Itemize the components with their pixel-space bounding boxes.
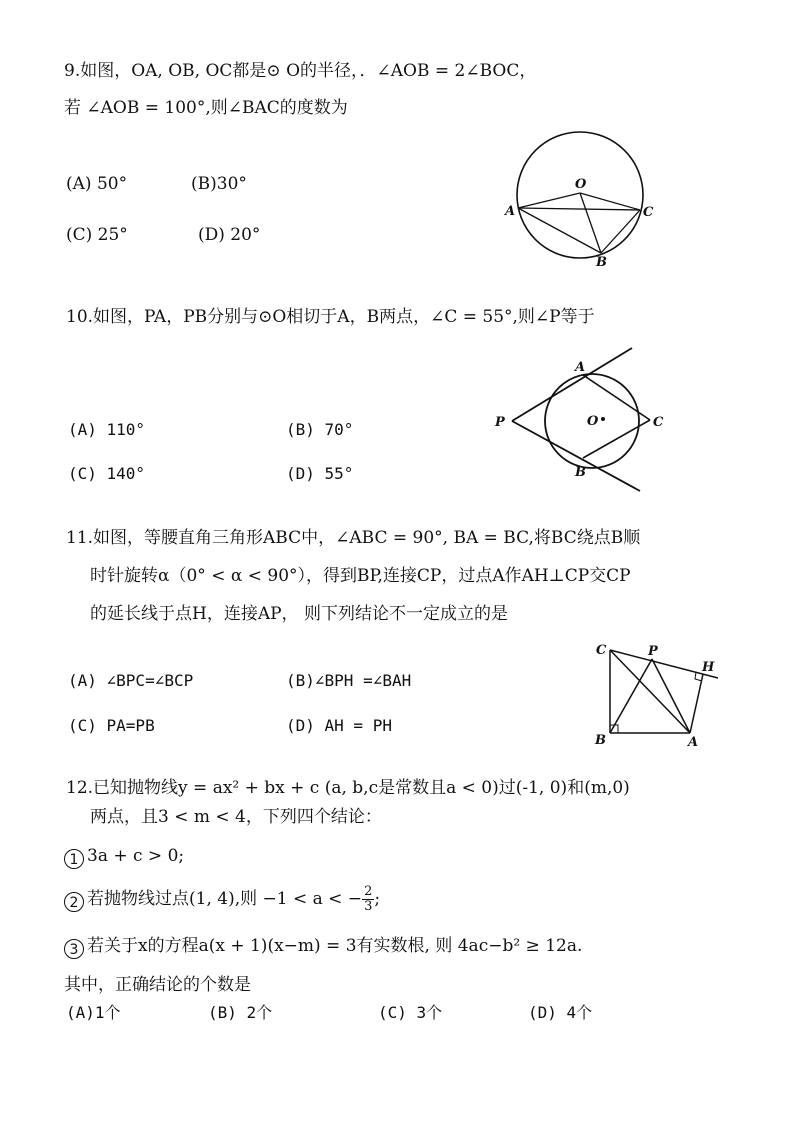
q10-label-b: B: [575, 465, 586, 480]
q12-summary-line: 其中，正确结论的个数是: [64, 975, 251, 995]
q10-label-o: O: [587, 414, 599, 429]
q9-label-o: O: [575, 177, 587, 192]
q12-option-b: (B) 2个: [208, 1003, 273, 1022]
q10-label-p: P: [495, 415, 505, 430]
q11-stem-line1: 11.如图，等腰直角三角形ABC中，∠ABC = 90°, BA = BC,将BC绕点B顺: [66, 528, 641, 548]
q12-option-a: (A)1个: [66, 1003, 121, 1022]
fraction-two-thirds: $\frac{2}{3}$: [364, 884, 373, 914]
q9-option-b: (B)30°: [191, 174, 247, 194]
q9-label-b: B: [596, 255, 607, 270]
q11-option-b: (B)∠BPH =∠BAH: [286, 671, 412, 690]
q10-tangent-figure: [485, 340, 664, 500]
q12-stem-line2: 两点，且3 < m < 4，下列四个结论：: [90, 807, 382, 827]
circled-number-2: 2: [64, 892, 84, 912]
q12-option-d: (D) 4个: [528, 1003, 593, 1022]
q10-option-b: (B) 70°: [286, 420, 354, 439]
q11-label-p: P: [648, 644, 658, 659]
q12-option-c: (C) 3个: [378, 1003, 443, 1022]
q10-label-a: A: [575, 360, 586, 375]
q10-option-d: (D) 55°: [286, 464, 354, 483]
q12-conclusion-1: 1 3a + c > 0;: [64, 845, 184, 869]
q11-label-c: C: [596, 643, 607, 658]
circled-number-1: 1: [64, 849, 84, 869]
q11-stem-line2: 时针旋转α（0° < α < 90°），得到BP,连接CP，过点A作AH⊥CP交CP: [90, 566, 631, 586]
q9-stem-line1: 9.如图，OA, OB, OC都是⊙ O的半径，．∠AOB = 2∠BOC，: [64, 61, 537, 81]
circled-number-3: 3: [64, 939, 84, 959]
q9-circle-figure: [500, 125, 660, 275]
q12-conclusion-3: 3 若关于x的方程a(x + 1)(x−m) = 3有实数根, 则 4ac−b² ≥ 12a.: [64, 935, 582, 959]
q12-conclusion-2: 2 若抛物线过点(1, 4),则 −1 < a < − $\frac{2}{3}$ ;: [64, 882, 380, 916]
q11-stem-line3: 的延长线于点H，连接AP， 则下列结论不一定成立的是: [90, 604, 508, 624]
q11-option-c: (C) PA=PB: [68, 716, 155, 735]
q12-stem-line1: 12.已知抛物线y = ax² + bx + c (a, b,c是常数且a < 0)过(-1, 0)和(m,0): [66, 778, 630, 798]
q10-option-a: (A) 110°: [68, 420, 146, 439]
q11-label-a: A: [688, 735, 699, 750]
q9-circle: [517, 132, 643, 258]
q9-option-a: (A) 50°: [66, 174, 128, 194]
q9-stem-line2: 若 ∠AOB = 100°,则∠BAC的度数为: [64, 98, 348, 118]
q9-option-c: (C) 25°: [66, 225, 128, 245]
q10-option-c: (C) 140°: [68, 464, 146, 483]
q9-label-a: A: [505, 204, 516, 219]
q10-stem: 10.如图，PA，PB分别与⊙O相切于A，B两点，∠C = 55°,则∠P等于: [66, 307, 595, 327]
q10-label-c: C: [653, 415, 664, 430]
q11-triangle-figure: [590, 640, 730, 750]
q11-label-h: H: [702, 660, 715, 675]
q11-option-a: (A) ∠BPC=∠BCP: [68, 671, 194, 690]
q9-label-c: C: [643, 205, 654, 220]
q9-option-d: (D) 20°: [198, 225, 261, 245]
q11-label-b: B: [595, 733, 606, 748]
q11-option-d: (D) AH = PH: [286, 716, 392, 735]
